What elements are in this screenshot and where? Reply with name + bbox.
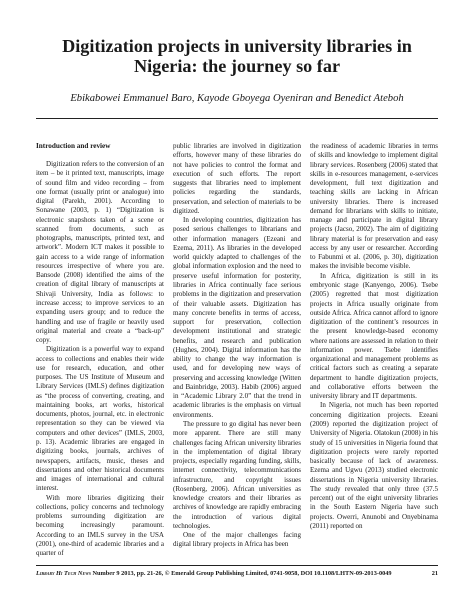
text-column-3 xyxy=(310,142,438,568)
article-title-line-2: Nigeria: the journey so far xyxy=(133,56,341,76)
paragraph: Digitization is a powerful way to expand access to collections and enables their wide use for research, education, and other purposes. The US Institute of Museum and Library Services (IMLS) defines digitization as “the process of converting, creating, and maintaining books, art works, historical documents, photos, journal, etc. in electronic representation so they can be viewed via computers and other devices” (IMLS, 2003, p. 13). Academic libraries are engaged in digitizing books, journals, archives of newspapers, artifacts, music, theses and dissertations and other historical documents and images of international and cultural interest. xyxy=(36,345,164,493)
paragraph: With more libraries digitizing their collections, policy concerns and technology problems surrounding digitization are becoming increasingly paramount. According to an IMLS survey in the USA (2001), one-third of academic libraries and a quarter of xyxy=(36,493,164,558)
paragraph: public libraries are involved in digitization efforts, however many of these libraries do not have policies to control the format and execution of such efforts. The report suggests that libraries need to implement policies regarding the standards, preservation, and selection of materials to be digitized. xyxy=(173,142,301,215)
paragraph: In Nigeria, not much has been reported concerning digitization projects. Ezeani (2009) reported the digitization project of University of Nigeria. Olatokun (2008) in his study of 15 universities in Nigeria found that digitization projects were rarely reported basically because of lack of awareness. Ezema and Ugwu (2013) studied electronic dissertations in Nigeria university libraries. The study revealed that only three (37.5 percent) out of the eight university libraries in the South Eastern Nigeria have such projects. Owerri, Anunobi and Onyebinama (2011) reported on xyxy=(310,401,438,530)
paragraph: the readiness of academic libraries in terms of skills and knowledge to implement digital library services. Rosenberg (2006) stated that skills in e-resources management, e-services development, full text digitization and teaching skills are lacking in African university libraries. There is increased demand for librarians with skills to initiate, manage and participate in digital library projects (Jacso, 2002). The aim of digitizing library material is for preservation and easy access by any user or researcher. According to Fabunmi et al. (2006, p. 30), digitization makes the invisible become visible. xyxy=(310,142,438,271)
section-heading: Introduction and review xyxy=(36,142,111,150)
paragraph: Digitization refers to the conversion of an item – be it printed text, manuscripts, image of sound film and video recording – from one format (usually print or analogue) into digital (Parekh, 2001). According to Sonawane (2003, p. 1) “Digitization is electronic snapshots taken of a scene or scanned from documents, such as photographs, manuscripts, printed text, and artwork”. Modern ICT makes it possible to gain access to a wide range of information resources irrespective of where you are. Bansode (2008) identified the aims of the creation of digital library of manuscripts at Shivaji University, India as follows: to increase access; to improve services to an expanding users group; and to reduce the handling and use of fragile or heavily used original material and create a “back-up” copy. xyxy=(36,160,164,345)
footer-divider xyxy=(36,565,438,566)
article-title xyxy=(36,36,438,76)
paragraph: In Africa, digitization is still in its embryonic stage (Kanyengo, 2006). Tsebe (2005) regretted that most digitization projects in Africa usually originate from outside Africa. Africa cannot afford to ignore digitization of the continent’s resources in the present knowledge-based economy where nations are assessed in relation to their information power. Tsebe identifies organizational and management problems as critical factors such as creating a separate department to handle digitization projects, and collaborative efforts between the university library and IT departments. xyxy=(310,271,438,401)
author-list: Ebikabowei Emmanuel Baro, Kayode Gboyega Oyeniran and Benedict Ateboh xyxy=(70,93,404,104)
journal-name: Library Hi Tech News xyxy=(36,570,91,577)
title-divider xyxy=(36,118,438,119)
article-title-line-1: Digitization projects in university libraries in xyxy=(62,36,412,56)
article-body xyxy=(36,142,438,568)
publication-details: Number 9 2013, pp. 21-26, © Emerald Group Publishing Limited, 0741-9058, DOI 10.1108/LHTN-09-2013-0049 xyxy=(92,570,392,577)
paragraph: One of the major challenges facing digital library projects in Africa has been xyxy=(173,531,301,549)
page-footer xyxy=(36,570,438,577)
paragraph: The pressure to go digital has never been more apparent. There are still many challenges facing African university libraries in the implementation of digital library projects, especially regarding funding, skills, internet connectivity, telecommunications infrastructure, and copyright issues (Rosenberg, 2006). African universities as knowledge creators and their libraries as archives of knowledge are rapidly embracing the introduction of various digital technologies. xyxy=(173,419,301,530)
paragraph: In developing countries, digitization has posed serious challenges to librarians and other information managers (Ezeani and Ezema, 2011). As libraries in the developed world quickly adapted to challenges of the global information explosion and the need to preserve useful information for posterity, libraries in Africa continually face serious problems in the digitization and preservation of their valuable assets. Digitization has many concrete benefits in terms of access, support for preservation, collection development institutional and strategic benefits, and research and publication (Hughes, 2004). Digital information has the ability to change the way information is used, and for developing new ways of preserving and accessing knowledge (Witten and Bainbridge, 2003). Habib (2006) argued in “Academic Library 2.0” that the trend in academic libraries is the emphasis on virtual environments. xyxy=(173,216,301,419)
page-number: 21 xyxy=(431,570,438,577)
text-column-1 xyxy=(36,142,164,568)
text-column-2 xyxy=(173,142,301,568)
